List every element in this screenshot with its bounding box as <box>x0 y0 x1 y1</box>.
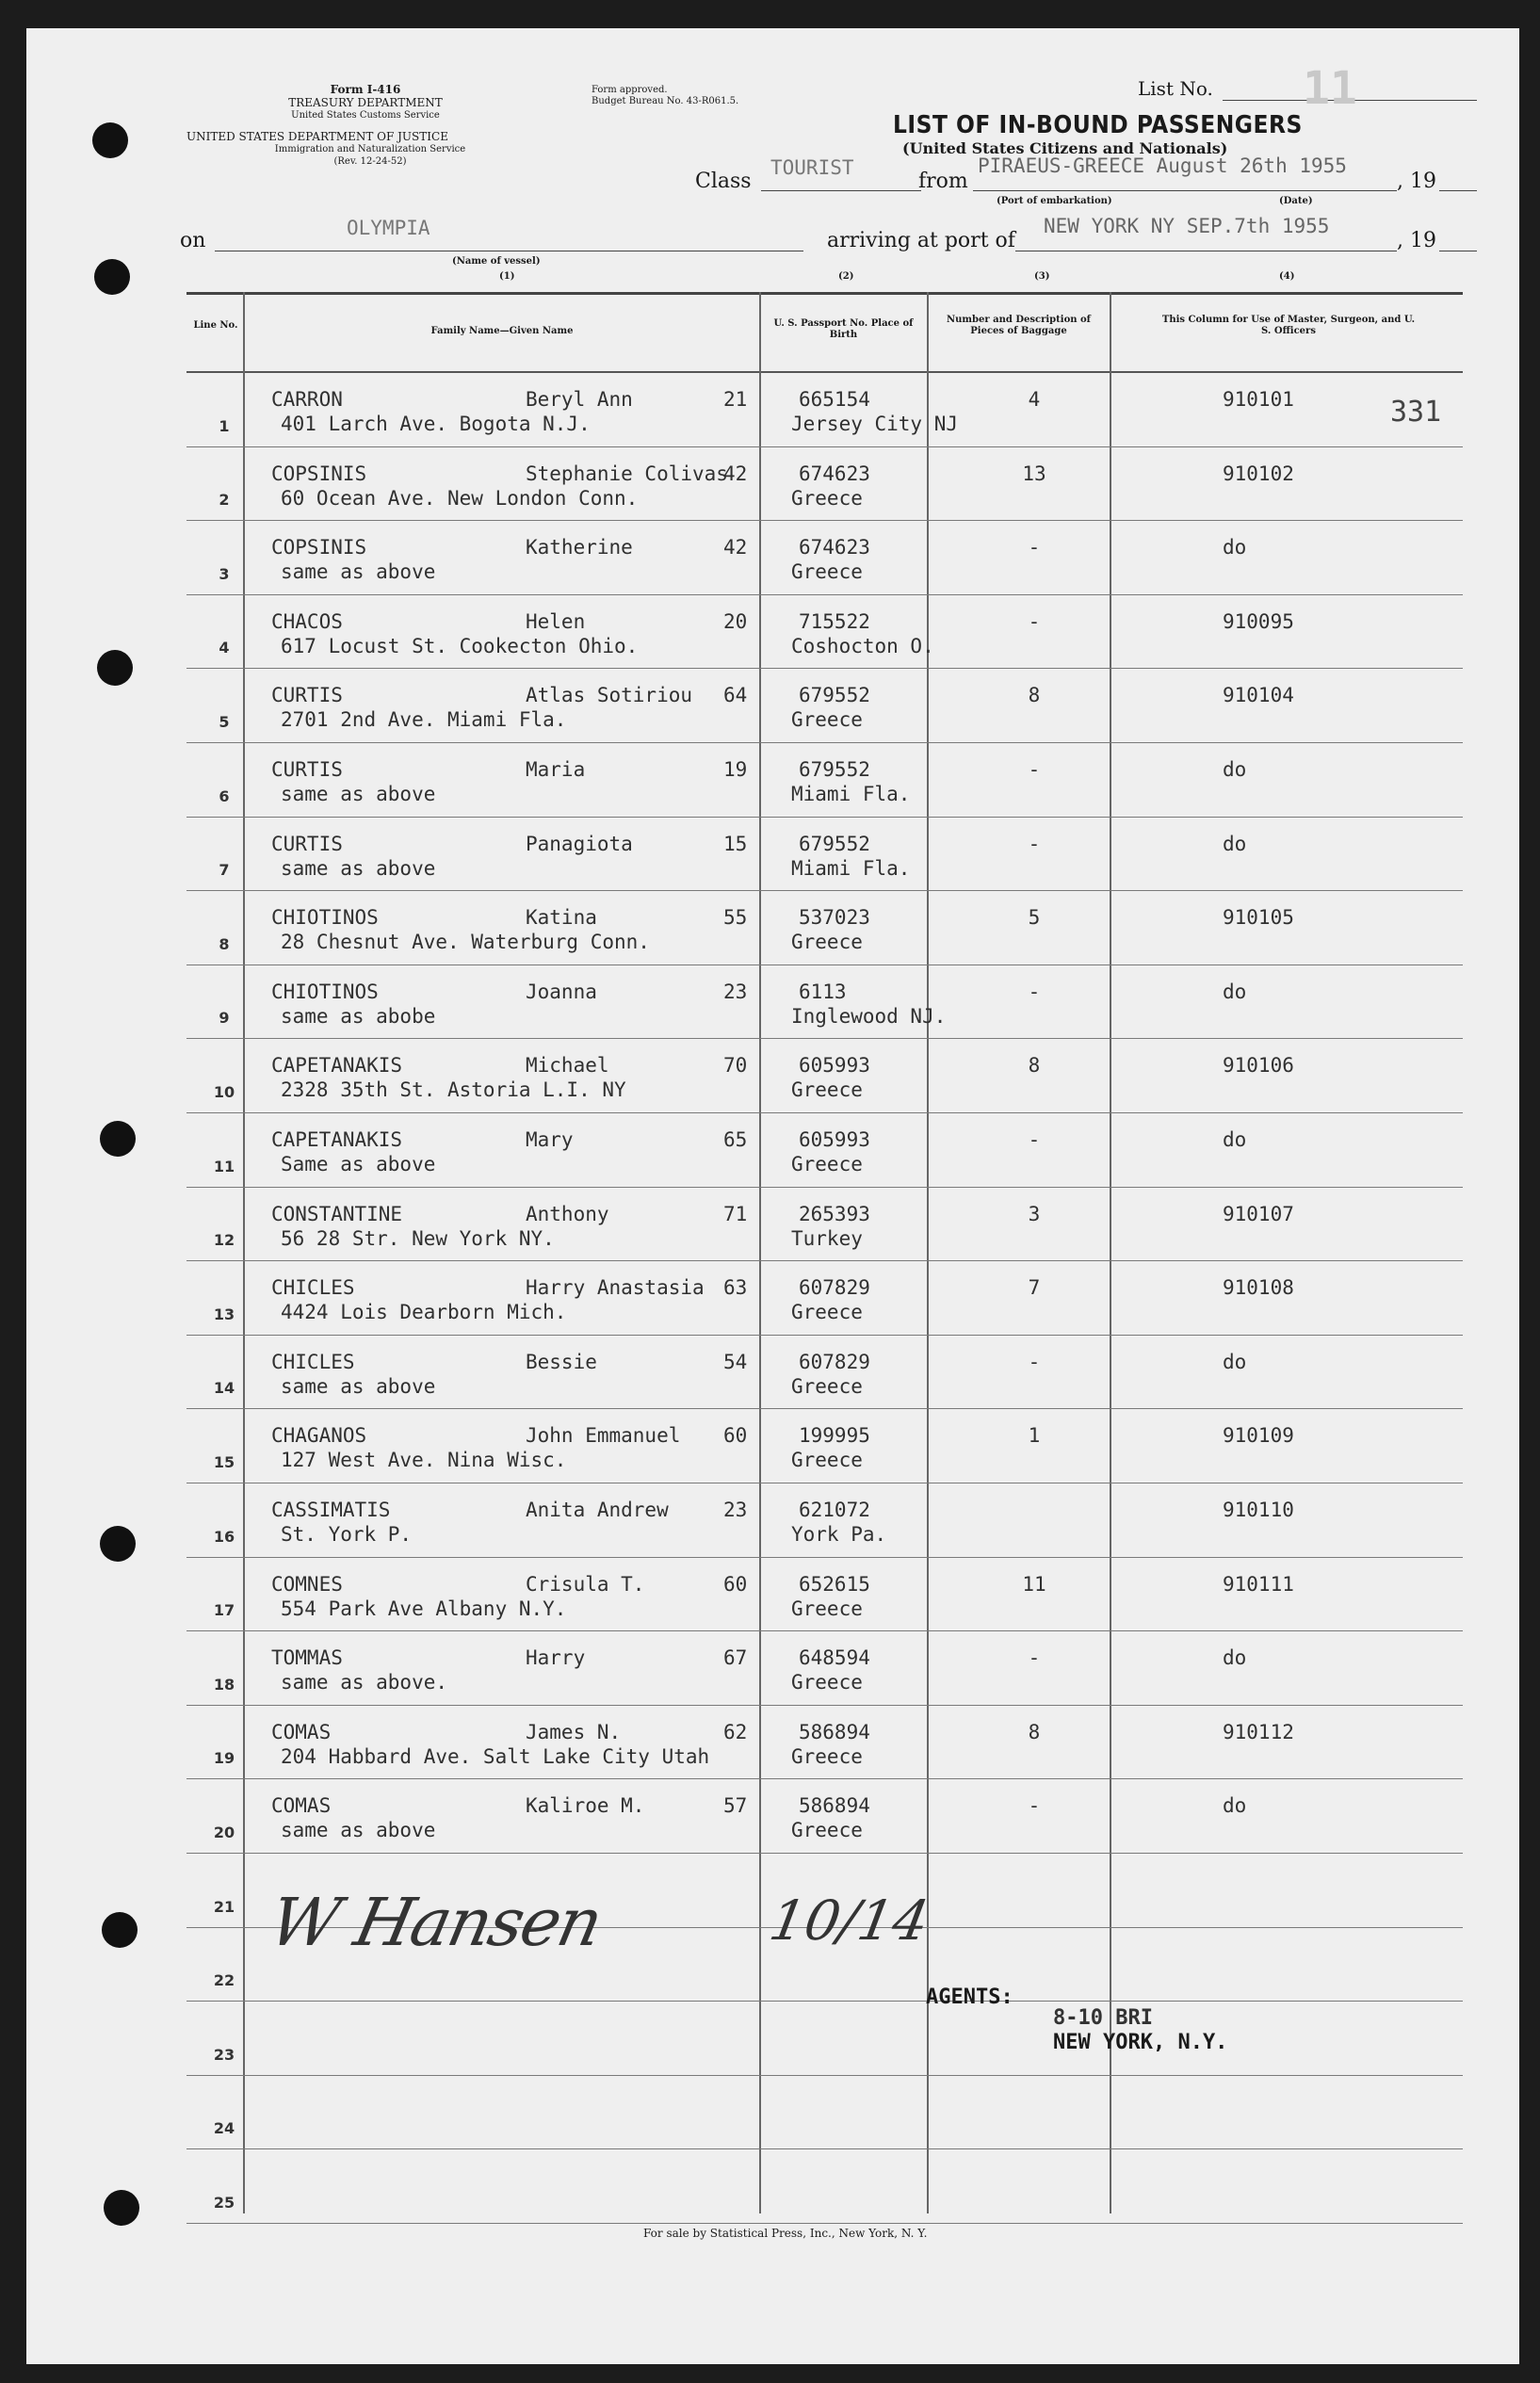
age: 23 <box>723 1499 748 1521</box>
justice-dept: UNITED STATES DEPARTMENT OF JUSTICE <box>186 130 448 143</box>
family-name: COPSINIS <box>271 462 367 485</box>
line-number: 12 <box>213 1231 235 1250</box>
from-year-line <box>1439 190 1477 191</box>
table-top-rule <box>186 292 1463 295</box>
table-row <box>26 1039 1519 1113</box>
passport-number: 605993 <box>799 1054 870 1078</box>
table-row <box>26 447 1519 522</box>
line-number: 22 <box>213 1971 235 1990</box>
given-name: Kaliroe M. <box>526 1794 645 1818</box>
line-number: 5 <box>219 712 230 731</box>
place-of-birth: Greece <box>791 1078 863 1102</box>
header-passport: U. S. Passport No. Place of Birth <box>773 318 914 340</box>
address: same as above <box>281 856 436 880</box>
given-name: John Emmanuel <box>526 1424 681 1448</box>
age: 42 <box>723 462 748 485</box>
line-number: 20 <box>213 1823 235 1841</box>
address: same as above. <box>281 1671 448 1694</box>
treasury-dept: TREASURY DEPARTMENT <box>288 96 443 109</box>
address: 127 West Ave. Nina Wisc. <box>281 1449 567 1472</box>
table-row <box>26 891 1519 965</box>
passport-number: 679552 <box>799 758 870 781</box>
baggage-count: 8 <box>1028 1054 1041 1078</box>
table-row <box>26 669 1519 743</box>
given-name: Katherine <box>526 536 633 559</box>
given-name: Mary <box>526 1128 574 1151</box>
age: 54 <box>723 1350 748 1373</box>
age: 42 <box>723 536 748 559</box>
family-name: CHIOTINOS <box>271 980 379 1003</box>
date-note: (Date) <box>1279 196 1313 206</box>
header-baggage: Number and Description of Pieces of Baggage <box>947 315 1091 336</box>
agents-label: AGENTS: <box>926 1986 1013 2009</box>
punch-hole <box>92 122 128 158</box>
table-row <box>26 965 1519 1040</box>
officer-use: 910108 <box>1223 1276 1294 1300</box>
officer-use: 910095 <box>1223 609 1294 633</box>
place-of-birth: Greece <box>791 1744 863 1768</box>
line-number: 4 <box>219 639 230 657</box>
from-year: , 19 <box>1397 170 1436 193</box>
family-name: COMAS <box>271 1720 332 1743</box>
age: 15 <box>723 832 748 855</box>
line-number: 17 <box>213 1601 235 1620</box>
agents-address: 8-10 BRI <box>1053 2006 1153 2030</box>
family-name: CARRON <box>271 388 343 411</box>
officer-use: do <box>1223 832 1247 855</box>
place-of-birth: Greece <box>791 1819 863 1842</box>
col-num-1: (1) <box>499 271 515 282</box>
address: same as above <box>281 1374 436 1398</box>
line-number: 16 <box>213 1527 235 1546</box>
family-name: COMAS <box>271 1794 332 1818</box>
form-approved: Form approved. <box>592 85 668 95</box>
given-name: Anthony <box>526 1202 609 1225</box>
baggage-count: - <box>1028 1350 1041 1373</box>
arrival-year: , 19 <box>1397 229 1436 252</box>
passport-number: 652615 <box>799 1572 870 1596</box>
table-row <box>26 1706 1519 1780</box>
place-of-birth: Greece <box>791 486 863 510</box>
age: 60 <box>723 1572 748 1596</box>
line-number: 6 <box>219 786 230 805</box>
table-row <box>26 2002 1519 2076</box>
passport-number: 665154 <box>799 388 870 411</box>
passport-number: 607829 <box>799 1350 870 1373</box>
line-number: 3 <box>219 564 230 583</box>
family-name: CAPETANAKIS <box>271 1128 403 1151</box>
customs-service: United States Customs Service <box>291 110 440 121</box>
address: 4424 Lois Dearborn Mich. <box>281 1301 567 1324</box>
form-title: LIST OF IN-BOUND PASSENGERS <box>893 111 1303 139</box>
baggage-count: 11 <box>1022 1572 1046 1596</box>
age: 63 <box>723 1276 748 1300</box>
family-name: CHICLES <box>271 1350 355 1373</box>
on-label: on <box>180 229 206 252</box>
list-no-label: List No. <box>1138 77 1213 100</box>
address: same as abobe <box>281 1004 436 1028</box>
col-num-3: (3) <box>1034 271 1050 282</box>
table-row <box>26 1483 1519 1558</box>
baggage-count: 4 <box>1028 388 1041 411</box>
line-number: 25 <box>213 2193 235 2212</box>
table-row <box>26 1779 1519 1854</box>
passport-number: 648594 <box>799 1646 870 1670</box>
age: 57 <box>723 1794 748 1818</box>
arriving-label: arriving at port of <box>827 229 1015 252</box>
age: 55 <box>723 906 748 930</box>
col-num-4: (4) <box>1279 271 1295 282</box>
given-name: Stephanie Colivas <box>526 462 728 485</box>
baggage-count: - <box>1028 609 1041 633</box>
line-number: 13 <box>213 1305 235 1323</box>
from-label: from <box>918 170 968 193</box>
line-number: 1 <box>219 416 230 435</box>
passport-number: 674623 <box>799 536 870 559</box>
place-of-birth: Greece <box>791 931 863 954</box>
header-officers: This Column for Use of Master, Surgeon, and U. S. Officers <box>1161 315 1416 336</box>
given-name: Anita Andrew <box>526 1499 669 1521</box>
place-of-birth: Greece <box>791 1301 863 1324</box>
passport-number: 605993 <box>799 1128 870 1151</box>
passport-number: 586894 <box>799 1720 870 1743</box>
officer-use: do <box>1223 980 1247 1003</box>
passport-number: 621072 <box>799 1499 870 1521</box>
baggage-count: - <box>1028 980 1041 1003</box>
address: St. York P. <box>281 1523 413 1546</box>
age: 67 <box>723 1646 748 1670</box>
baggage-count: 13 <box>1022 462 1046 485</box>
baggage-count: 8 <box>1028 1720 1041 1743</box>
table-row <box>26 2149 1519 2224</box>
family-name: CONSTANTINE <box>271 1202 403 1225</box>
table-row <box>26 743 1519 818</box>
footer-printer: For sale by Statistical Press, Inc., New York, N. Y. <box>643 2227 928 2240</box>
place-of-birth: Jersey City NJ <box>791 413 959 435</box>
passport-number: 6113 <box>799 980 847 1003</box>
place-of-birth: Inglewood NJ. <box>791 1004 947 1028</box>
passport-number: 674623 <box>799 462 870 485</box>
officer-use: do <box>1223 1128 1247 1151</box>
line-number: 21 <box>213 1897 235 1916</box>
baggage-count: - <box>1028 1128 1041 1151</box>
family-name: CURTIS <box>271 758 343 781</box>
manifest-page <box>26 28 1519 2364</box>
line-number: 18 <box>213 1675 235 1694</box>
revision: (Rev. 12-24-52) <box>333 156 407 167</box>
age: 64 <box>723 684 748 707</box>
family-name: CHIOTINOS <box>271 906 379 930</box>
passport-number: 679552 <box>799 832 870 855</box>
baggage-count: - <box>1028 1794 1041 1818</box>
given-name: Bessie <box>526 1350 597 1373</box>
passport-number: 679552 <box>799 684 870 707</box>
given-name: Beryl Ann <box>526 388 633 411</box>
officer-use: do <box>1223 758 1247 781</box>
form-number: Form I-416 <box>330 83 401 96</box>
baggage-count: 3 <box>1028 1202 1041 1225</box>
table-row <box>26 2076 1519 2150</box>
family-name: CHACOS <box>271 609 343 633</box>
place-of-birth: Greece <box>791 1153 863 1175</box>
baggage-count: - <box>1028 1646 1041 1670</box>
given-name: Joanna <box>526 980 597 1003</box>
line-number: 24 <box>213 2119 235 2138</box>
officer-use: 910107 <box>1223 1202 1294 1225</box>
given-name: Crisula T. <box>526 1572 645 1596</box>
officer-use: 910105 <box>1223 906 1294 930</box>
baggage-count: - <box>1028 758 1041 781</box>
line-number: 19 <box>213 1749 235 1768</box>
port-embark-note: (Port of embarkation) <box>997 196 1112 206</box>
place-of-birth: Greece <box>791 1449 863 1472</box>
budget-bureau: Budget Bureau No. 43-R061.5. <box>592 96 739 106</box>
place-of-birth: Miami Fla. <box>791 856 911 880</box>
officer-use: 910106 <box>1223 1054 1294 1078</box>
given-name: Atlas Sotiriou <box>526 684 693 707</box>
address: 28 Chesnut Ave. Waterburg Conn. <box>281 931 650 954</box>
age: 71 <box>723 1202 748 1225</box>
from-value: PIRAEUS-GREECE August 26th 1955 <box>978 154 1347 177</box>
line-number: 8 <box>219 934 230 953</box>
given-name: Katina <box>526 906 597 930</box>
given-name: James N. <box>526 1720 622 1743</box>
vessel-name: OLYMPIA <box>347 217 430 239</box>
col-num-2: (2) <box>838 271 854 282</box>
officer-use: 910111 <box>1223 1572 1294 1596</box>
class-label: Class <box>695 170 752 193</box>
passport-number: 265393 <box>799 1202 870 1225</box>
stamp-number: 331 <box>1390 396 1442 429</box>
place-of-birth: Coshocton O. <box>791 634 934 657</box>
address: 401 Larch Ave. Bogota N.J. <box>281 413 591 435</box>
given-name: Panagiota <box>526 832 633 855</box>
from-line <box>973 190 1397 191</box>
line-number: 9 <box>219 1009 230 1028</box>
table-row <box>26 595 1519 670</box>
family-name: CHICLES <box>271 1276 355 1300</box>
table-row <box>26 1631 1519 1706</box>
address: same as above <box>281 560 436 584</box>
arrival-port: NEW YORK NY SEP.7th 1955 <box>1044 215 1330 237</box>
table-row <box>26 1409 1519 1483</box>
row-rule <box>186 2223 1463 2224</box>
passport-number: 715522 <box>799 609 870 633</box>
address: Same as above <box>281 1153 436 1175</box>
officer-use: do <box>1223 536 1247 559</box>
age: 62 <box>723 1720 748 1743</box>
baggage-count: - <box>1028 832 1041 855</box>
list-no-value: 11 <box>1303 62 1357 115</box>
table-row <box>26 1188 1519 1262</box>
officer-use: 910109 <box>1223 1424 1294 1448</box>
family-name: COMNES <box>271 1572 343 1596</box>
punch-hole <box>94 259 130 295</box>
line-number: 15 <box>213 1452 235 1471</box>
table-row <box>26 1558 1519 1632</box>
line-number: 10 <box>213 1082 235 1101</box>
place-of-birth: Greece <box>791 1374 863 1398</box>
address: same as above <box>281 783 436 805</box>
officer-use: 910110 <box>1223 1499 1294 1521</box>
family-name: CASSIMATIS <box>271 1499 391 1521</box>
family-name: COPSINIS <box>271 536 367 559</box>
address: 204 Habbard Ave. Salt Lake City Utah <box>281 1744 710 1768</box>
baggage-count: - <box>1028 536 1041 559</box>
given-name: Michael <box>526 1054 609 1078</box>
table-row <box>26 1261 1519 1336</box>
place-of-birth: Greece <box>791 708 863 732</box>
address: 617 Locust St. Cookecton Ohio. <box>281 634 639 657</box>
baggage-count: 5 <box>1028 906 1041 930</box>
age: 70 <box>723 1054 748 1078</box>
signature-initials: 10/14 <box>765 1889 934 1953</box>
line-number: 11 <box>213 1157 235 1175</box>
table-row <box>26 1336 1519 1410</box>
place-of-birth: Greece <box>791 1597 863 1620</box>
family-name: CURTIS <box>271 832 343 855</box>
header-name: Family Name—Given Name <box>430 326 574 336</box>
form-subtitle: (United States Citizens and Nationals) <box>902 139 1228 157</box>
vessel-note: (Name of vessel) <box>452 256 541 267</box>
given-name: Harry Anastasia <box>526 1276 705 1300</box>
place-of-birth: Turkey <box>791 1226 863 1250</box>
table-row <box>26 818 1519 892</box>
family-name: CAPETANAKIS <box>271 1054 403 1078</box>
officer-use: 910104 <box>1223 684 1294 707</box>
passport-number: 199995 <box>799 1424 870 1448</box>
age: 21 <box>723 388 748 411</box>
officer-use: 910102 <box>1223 462 1294 485</box>
line-number: 23 <box>213 2045 235 2064</box>
address: 554 Park Ave Albany N.Y. <box>281 1597 567 1620</box>
age: 23 <box>723 980 748 1003</box>
table-row <box>26 521 1519 595</box>
class-value: TOURIST <box>770 156 854 179</box>
address: 2701 2nd Ave. Miami Fla. <box>281 708 567 732</box>
ins-service: Immigration and Naturalization Service <box>274 144 466 154</box>
officer-use: 910101 <box>1223 388 1294 411</box>
age: 65 <box>723 1128 748 1151</box>
address: 2328 35th St. Astoria L.I. NY <box>281 1078 626 1102</box>
passport-number: 537023 <box>799 906 870 930</box>
place-of-birth: Greece <box>791 560 863 584</box>
officer-use: do <box>1223 1646 1247 1670</box>
family-name: CHAGANOS <box>271 1424 367 1448</box>
agents-city: NEW YORK, N.Y. <box>1053 2031 1228 2054</box>
age: 19 <box>723 758 748 781</box>
given-name: Maria <box>526 758 586 781</box>
family-name: TOMMAS <box>271 1646 343 1670</box>
passport-number: 586894 <box>799 1794 870 1818</box>
class-line <box>761 190 921 191</box>
family-name: CURTIS <box>271 684 343 707</box>
table-row <box>26 1113 1519 1188</box>
line-number: 14 <box>213 1379 235 1398</box>
age: 20 <box>723 609 748 633</box>
given-name: Harry <box>526 1646 586 1670</box>
address: 60 Ocean Ave. New London Conn. <box>281 486 639 510</box>
address: same as above <box>281 1819 436 1842</box>
baggage-count: 1 <box>1028 1424 1041 1448</box>
address: 56 28 Str. New York NY. <box>281 1226 555 1250</box>
header-line-no: Line No. <box>193 320 238 331</box>
place-of-birth: York Pa. <box>791 1523 887 1546</box>
baggage-count: 8 <box>1028 684 1041 707</box>
place-of-birth: Greece <box>791 1671 863 1694</box>
officer-use: 910112 <box>1223 1720 1294 1743</box>
officer-signature: W Hansen <box>263 1884 608 1961</box>
line-number: 2 <box>219 491 230 510</box>
passport-number: 607829 <box>799 1276 870 1300</box>
line-number: 7 <box>219 861 230 880</box>
officer-use: do <box>1223 1350 1247 1373</box>
table-row <box>26 373 1519 447</box>
given-name: Helen <box>526 609 586 633</box>
baggage-count: 7 <box>1028 1276 1041 1300</box>
officer-use: do <box>1223 1794 1247 1818</box>
age: 60 <box>723 1424 748 1448</box>
place-of-birth: Miami Fla. <box>791 783 911 805</box>
